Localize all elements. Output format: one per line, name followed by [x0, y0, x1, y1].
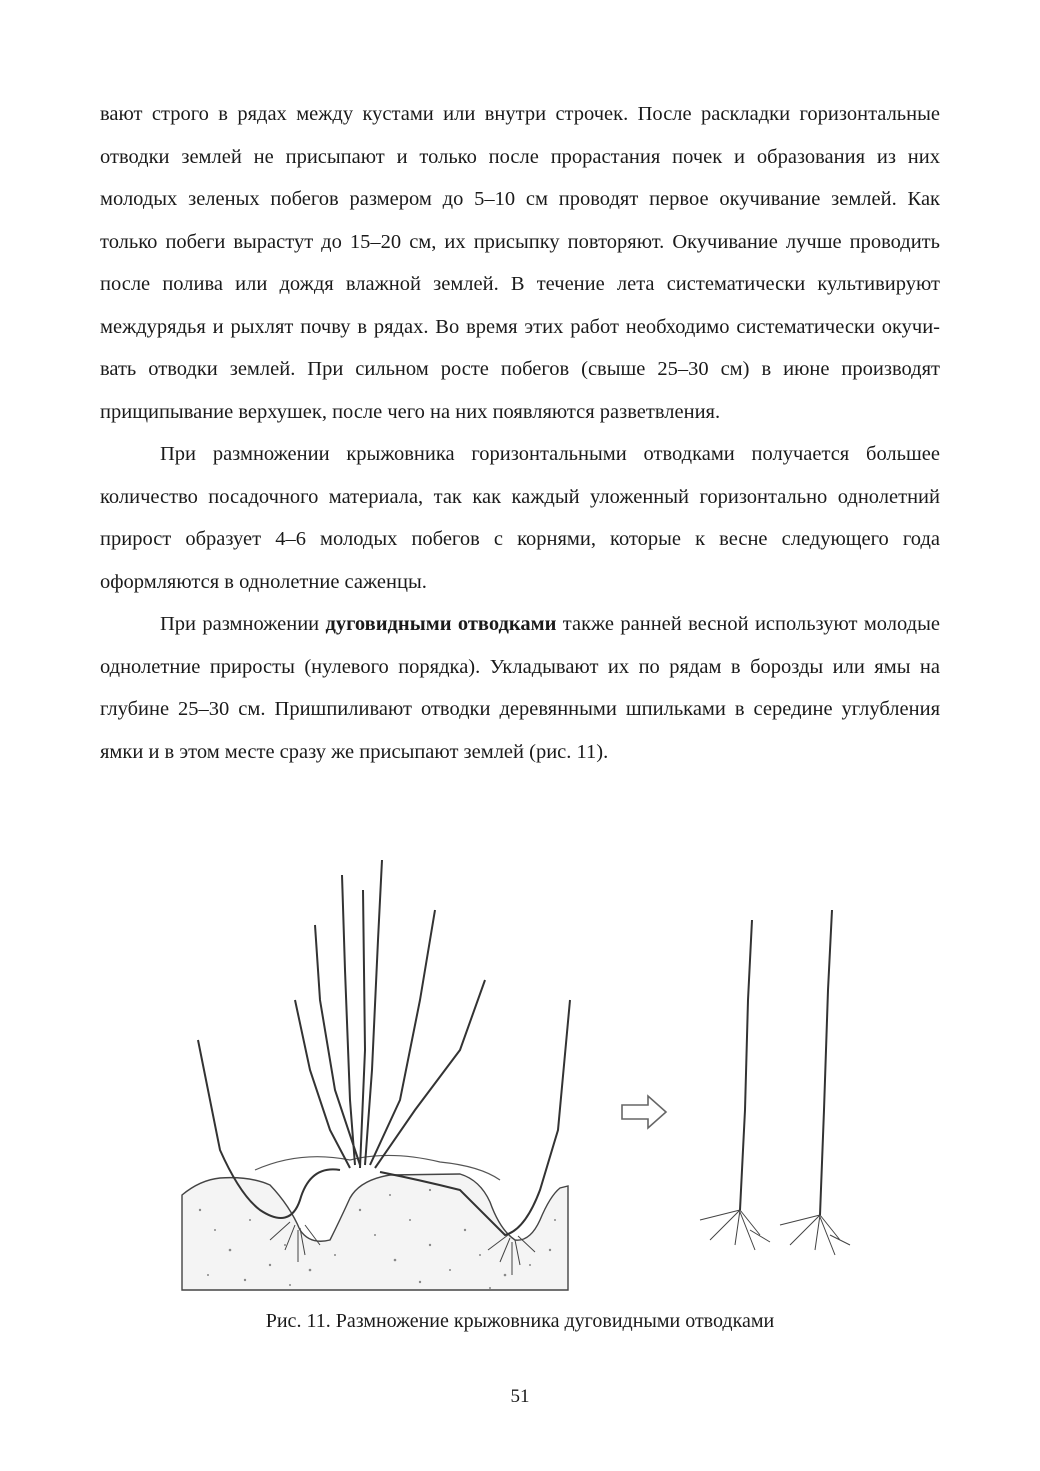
paragraph: При размножении крыжовника горизонтальными отводками получается большее количество посадочного материала, так как каждый уложенный горизонтально однолетний прирост образует 4–6 молодых побегов с корнями, которые к весне следующего года оформляются в однолетние саженцы. — [100, 443, 940, 593]
figure-illustration — [160, 850, 880, 1300]
gooseberry-layering-drawing — [160, 850, 880, 1300]
page-number: 51 — [510, 1386, 530, 1407]
paragraph-text: также ранней весной используют молодые однолетние приросты (нулевого порядка). Укладывают их по рядам в борозды или ямы на глубине 25–30 см. Пришпиливают отводки деревянными шпильками в середине углубления ямки и в этом месте сразу же присыпают землей (рис. 11). — [100, 613, 940, 763]
right-arrow-outline-icon — [622, 1096, 666, 1128]
document-body — [100, 93, 940, 773]
paragraph: вают строго в рядах между кустами или внутри строчек. После раскладки горизонтальные отводки землей не присыпают и только после прорастания почек и образования из них молодых зеленых побегов размером до 5–10 см проводят первое окучивание землей. Как только побеги вырастут до 15–20 см, их присыпку повторяют. Окучивание лучше проводить после полива или дождя влажной землей. В течение лета систематически культивируют междурядья и рыхлят почву в рядах. Во время этих работ необходимо систематически окучивать отводки землей. При сильном росте побегов (свыше 25–30 см) в июне производят прищипывание верхушек, после чего на них появляются разветвления. — [100, 103, 940, 423]
soil-mound — [182, 1155, 568, 1290]
paragraph-text: При размножении — [160, 613, 326, 635]
figure-caption: Рис. 11. Размножение крыжовника дуговидными отводками — [265, 1310, 775, 1332]
bold-term: дуговидными отводками — [325, 613, 557, 635]
rooted-seedlings — [700, 910, 850, 1255]
paragraph — [100, 603, 940, 773]
